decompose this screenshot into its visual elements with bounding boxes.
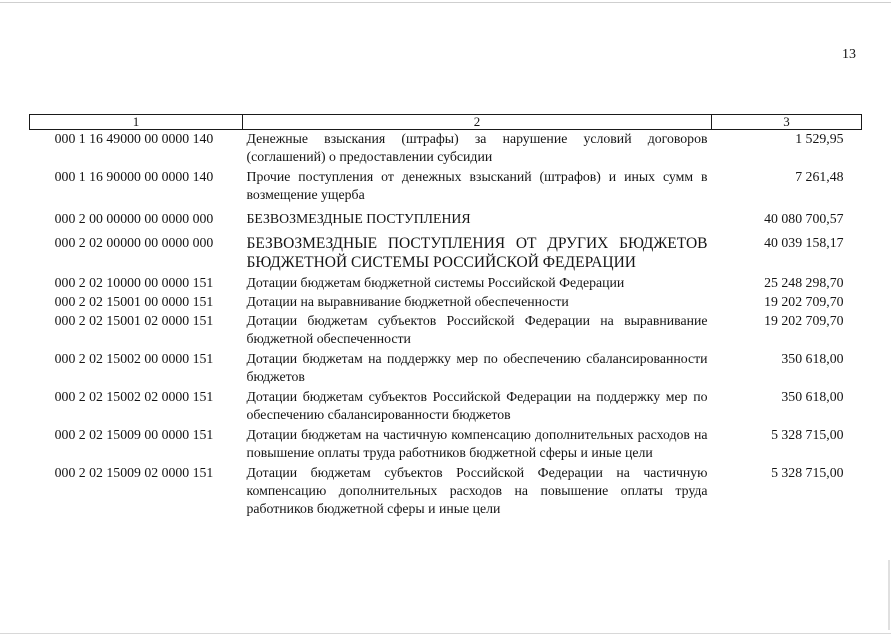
table-row bbox=[30, 464, 862, 520]
budget-revenue-table bbox=[29, 114, 862, 520]
row-code: 000 1 16 90000 00 0000 140 bbox=[54, 169, 214, 184]
row-name: Дотации бюджетам на поддержку мер по обеспечению сбалансированности бюджетов bbox=[246, 351, 708, 384]
header-row bbox=[30, 115, 862, 130]
row-amount: 350 618,00 bbox=[781, 351, 844, 366]
table-row bbox=[30, 350, 862, 388]
row-name: Денежные взыскания (штрафы) за нарушение условий договоров (соглашений) о предоставлении субсидии bbox=[246, 131, 708, 164]
row-code: 000 2 02 15002 02 0000 151 bbox=[54, 389, 214, 404]
row-code: 000 2 02 00000 00 0000 000 bbox=[54, 235, 214, 250]
scan-top-edge bbox=[0, 2, 891, 3]
row-amount: 350 618,00 bbox=[781, 389, 844, 404]
table-row bbox=[30, 274, 862, 293]
row-name: Дотации бюджетам субъектов Российской Федерации на частичную компенсацию дополнительных расходов на повышение оплаты труда работников бюджетной сферы и иные цели bbox=[246, 465, 708, 516]
table-row bbox=[30, 130, 862, 169]
scan-bottom-edge bbox=[0, 633, 891, 634]
row-amount: 19 202 709,70 bbox=[764, 313, 844, 328]
table-row bbox=[30, 312, 862, 350]
scan-right-shadow bbox=[888, 560, 890, 630]
row-code: 000 2 02 10000 00 0000 151 bbox=[54, 275, 214, 290]
table-row bbox=[30, 168, 862, 210]
row-amount: 1 529,95 bbox=[795, 131, 844, 146]
row-amount: 25 248 298,70 bbox=[764, 275, 844, 290]
row-amount: 5 328 715,00 bbox=[771, 465, 844, 480]
table-row bbox=[30, 426, 862, 464]
page-number: 13 bbox=[842, 47, 856, 62]
row-name: Дотации бюджетам субъектов Российской Федерации на поддержку мер по обеспечению сбалансированности бюджетов bbox=[246, 389, 708, 422]
table-body bbox=[30, 130, 862, 521]
row-amount: 40 039 158,17 bbox=[764, 235, 844, 250]
row-code: 000 2 02 15002 00 0000 151 bbox=[54, 351, 214, 366]
row-amount: 40 080 700,57 bbox=[764, 211, 844, 226]
row-code: 000 2 02 15009 00 0000 151 bbox=[54, 427, 214, 442]
row-code: 000 2 02 15009 02 0000 151 bbox=[54, 465, 214, 480]
table-row bbox=[30, 234, 862, 274]
row-code: 000 2 02 15001 00 0000 151 bbox=[54, 294, 214, 309]
row-code: 000 2 00 00000 00 0000 000 bbox=[54, 211, 214, 226]
row-name: БЕЗВОЗМЕЗДНЫЕ ПОСТУПЛЕНИЯ ОТ ДРУГИХ БЮДЖЕТОВ БЮДЖЕТНОЙ СИСТЕМЫ РОССИЙСКОЙ ФЕДЕРАЦИИ bbox=[246, 235, 708, 271]
table-row bbox=[30, 210, 862, 234]
header-col-name: 2 bbox=[243, 115, 712, 130]
row-name: Дотации на выравнивание бюджетной обеспеченности bbox=[246, 294, 569, 309]
row-amount: 19 202 709,70 bbox=[764, 294, 844, 309]
row-name: БЕЗВОЗМЕЗДНЫЕ ПОСТУПЛЕНИЯ bbox=[246, 211, 471, 226]
row-amount: 5 328 715,00 bbox=[771, 427, 844, 442]
row-code: 000 1 16 49000 00 0000 140 bbox=[54, 131, 214, 146]
table-row bbox=[30, 388, 862, 426]
header-col-code: 1 bbox=[30, 115, 243, 130]
row-name: Дотации бюджетам бюджетной системы Российской Федерации bbox=[246, 275, 625, 290]
row-amount: 7 261,48 bbox=[795, 169, 844, 184]
row-code: 000 2 02 15001 02 0000 151 bbox=[54, 313, 214, 328]
row-name: Дотации бюджетам на частичную компенсацию дополнительных расходов на повышение оплаты труда работников бюджетной сферы и иные цели bbox=[246, 427, 708, 460]
table-header bbox=[30, 115, 862, 130]
row-name: Прочие поступления от денежных взысканий (штрафов) и иных сумм в возмещение ущерба bbox=[246, 169, 708, 202]
header-col-amount: 3 bbox=[712, 115, 862, 130]
table-row bbox=[30, 293, 862, 312]
row-name: Дотации бюджетам субъектов Российской Федерации на выравнивание бюджетной обеспеченности bbox=[246, 313, 708, 346]
